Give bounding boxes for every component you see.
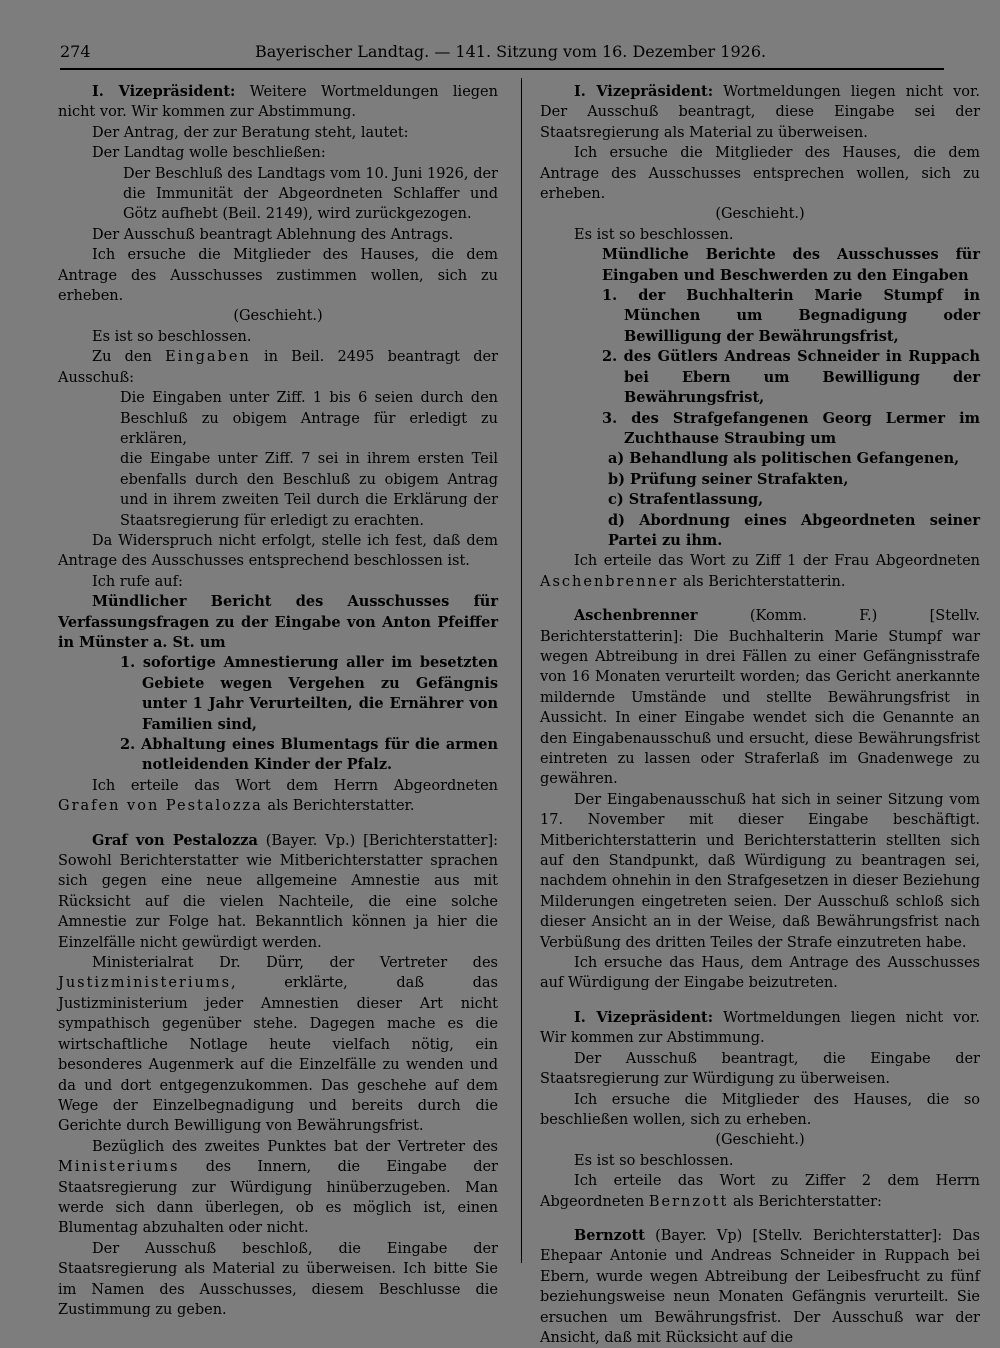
paragraph: I. Vizepräsident: Wortmeldungen liegen nicht vor. Wir kommen zur Abstimmung.: [540, 1008, 980, 1047]
paragraph: Ich ersuche die Mitglieder des Hauses, die dem Antrage des Ausschusses zustimmen wollen, sich zu erheben.: [58, 247, 498, 305]
speaker-name: Aschenbrenner: [574, 607, 698, 625]
right-column: [540, 82, 980, 1348]
agenda-subitem: b) Prüfung seiner Strafakten,: [608, 470, 849, 488]
speech-paragraph: Bernzott (Bayer. Vp) [Stellv. Berichterstatter]: Das Ehepaar Antonie und Andreas Schneider in Ruppach bei Ebern, wurde wegen Abtreibung der Leibesfrucht zu fünf beziehungsweise neun Monaten Gefängnis verurteilt. Sie ersuchen um Bewährungsfrist. Der Ausschuß war der Ansicht, daß mit Rücksicht auf die: [540, 1226, 980, 1346]
motion-text: Der Beschluß des Landtags vom 10. Juni 1926, der die Immunität der Abgeordneten Schlaffer und Götz aufhebt (Beil. 2149), wird zurückgezogen.: [123, 165, 498, 223]
agenda-subitem: d) Abordnung eines Abgeordneten seiner Partei zu ihm.: [608, 511, 980, 549]
agenda-subitem: a) Behandlung als politischen Gefangenen,: [608, 450, 960, 468]
speech-paragraph: Graf von Pestalozza (Bayer. Vp.) [Berichterstatter]: Sowohl Berichterstatter wie Mitberichterstatter sprachen sich gegen eine neue allgemeine Amnestie aus mit Rücksicht auf die vielen Nachteile, die eine solche Amnestie zur Folge hat. Bekanntlich können ja hier die Einzelfälle nicht gewürdigt werden.: [58, 831, 498, 951]
agenda-subitem: c) Strafentlassung,: [608, 491, 764, 509]
motion-text: Die Eingaben unter Ziff. 1 bis 6 seien durch den Beschluß zu obigem Antrage für erledigt zu erklären,: [120, 390, 498, 447]
procedural-note: (Geschieht.): [233, 308, 323, 325]
paragraph: Der Ausschuß beantragt Ablehnung des Antrags.: [92, 226, 454, 243]
paragraph: Bezüglich des zweites Punktes bat der Vertreter des Ministeriums des Innern, die Eingabe der Staatsregierung zur Würdigung hinüberzugeben. Man werde sich dann überlegen, ob es möglich ist, einen Blumentag abzuhalten oder nicht.: [58, 1138, 498, 1237]
header-rule: [60, 68, 944, 70]
paragraph: Da Widerspruch nicht erfolgt, stelle ich fest, daß dem Antrage des Ausschusses entsprechend beschlossen ist.: [58, 532, 498, 570]
speaker-name: Graf von Pestalozza: [92, 831, 258, 849]
paragraph: Der Eingabenausschuß hat sich in seiner Sitzung vom 17. November mit dieser Eingabe beschäftigt. Mitberichterstatterin und Berichterstatterin stellten sich auf den Standpunkt, daß Würdigung zu beantragen sei, nachdem ohnehin in den Strafgesetzen in dieser Beziehung Milderungen eingetreten seien. Der Ausschuß schloß sich dieser Ansicht an in der Weise, daß Bewährungsfrist nach Verbüßung des dritten Teiles der Strafe einzutreten habe.: [540, 791, 980, 951]
motion-text: die Eingabe unter Ziff. 7 sei in ihrem ersten Teil ebenfalls durch den Beschluß zu obigem Antrag und in ihrem zweiten Teil durch die Erklärung der Staatsregierung für erledigt zu erachten.: [120, 451, 498, 529]
paragraph: Ich ersuche die Mitglieder des Hauses, die so beschließen wollen, sich zu erheben.: [540, 1091, 980, 1128]
paragraph: Ich erteile das Wort zu Ziffer 2 dem Herrn Abgeordneten Bernzott als Berichterstatter:: [540, 1173, 980, 1210]
paragraph: Der Ausschuß beschloß, die Eingabe der Staatsregierung als Material zu überweisen. Ich bitte Sie im Namen des Ausschusses, diesem Beschlusse die Zustimmung zu geben.: [58, 1240, 498, 1318]
paragraph: Es ist so beschlossen.: [574, 226, 734, 243]
agenda-heading: Mündliche Berichte des Ausschusses für Eingaben und Beschwerden zu den Eingaben: [602, 246, 980, 284]
left-column: [58, 82, 498, 1320]
paragraph: I. Vizepräsident: Wortmeldungen liegen nicht vor. Der Ausschuß beantragt, diese Eingabe sei der Staatsregierung als Material zu überweisen.: [540, 83, 980, 141]
paragraph: Zu den Eingaben in Beil. 2495 beantragt der Ausschuß:: [58, 349, 498, 386]
paragraph: Es ist so beschlossen.: [92, 328, 252, 345]
speaker-name: I. Vizepräsident:: [574, 1008, 714, 1026]
speaker-name: I. Vizepräsident:: [574, 83, 714, 100]
speaker-name: I. Vizepräsident:: [92, 83, 236, 100]
paragraph: Der Ausschuß beantragt, die Eingabe der Staatsregierung zur Würdigung zu überweisen.: [540, 1050, 980, 1088]
paragraph: Ich erteile das Wort dem Herrn Abgeordneten Grafen von Pestalozza als Berichterstatter.: [58, 777, 498, 815]
page-number: 274: [60, 42, 91, 61]
paragraph: Ich ersuche das Haus, dem Antrage des Ausschusses auf Würdigung der Eingabe beizutreten.: [540, 955, 980, 992]
speech-paragraph: Aschenbrenner (Komm. F.) [Stellv. Berichterstatterin]: Die Buchhalterin Marie Stumpf war wegen Abtreibung in drei Fällen zu einer Gefängnisstrafe von 16 Monaten verurteilt worden; das Gericht anerkannte mildernde Umstände und stellte Bewährungsfrist in Aussicht. In einer Eingabe wendet sich die Genannte an den Eingabenausschuß und ersucht, diese Bewährungsfrist eintreten zu lassen oder Straferlaß im Gnadenwege zu gewähren.: [540, 607, 980, 788]
agenda-item: 2. Abhaltung eines Blumentags für die armen notleidenden Kinder der Pfalz.: [120, 736, 498, 774]
column-divider: [521, 78, 522, 1263]
procedural-note: (Geschieht.): [715, 206, 805, 223]
paragraph: Ich erteile das Wort zu Ziff 1 der Frau Abgeordneten Aschenbrenner als Berichterstatterin.: [540, 553, 980, 590]
speaker-name: Bernzott: [574, 1226, 645, 1244]
agenda-item: 1. sofortige Amnestierung aller im besetzten Gebiete wegen Vergehen zu Gefängnis unter 1 Jahr Verurteilten, die Ernährer von Familien sind,: [120, 654, 498, 733]
agenda-item: 1. der Buchhalterin Marie Stumpf in München um Begnadigung oder Bewilligung der Bewährungsfrist,: [602, 287, 980, 345]
paragraph: Der Landtag wolle beschließen:: [92, 145, 326, 162]
paragraph: Ich rufe auf:: [92, 573, 183, 590]
paragraph: Ich ersuche die Mitglieder des Hauses, die dem Antrage des Ausschusses entsprechen wollen, sich zu erheben.: [540, 145, 980, 203]
procedural-note: (Geschieht.): [715, 1132, 805, 1149]
paragraph: I. Vizepräsident: Weitere Wortmeldungen liegen nicht vor. Wir kommen zur Abstimmung.: [58, 83, 498, 121]
agenda-heading: Mündlicher Bericht des Ausschusses für Verfassungsfragen zu der Eingabe von Anton Pfeiffer in Münster a. St. um: [58, 593, 498, 651]
agenda-item: 3. des Strafgefangenen Georg Lermer im Zuchthause Straubing um: [602, 409, 980, 447]
running-title: Bayerischer Landtag. — 141. Sitzung vom 16. Dezember 1926.: [255, 42, 767, 61]
paragraph: Es ist so beschlossen.: [574, 1152, 734, 1169]
agenda-item: 2. des Gütlers Andreas Schneider in Ruppach bei Ebern um Bewilligung der Bewährungsfrist,: [602, 348, 980, 407]
paragraph: Ministerialrat Dr. Dürr, der Vertreter des Justizministeriums, erklärte, daß das Justizministerium jeder Amnestien dieser Art nicht sympathisch gegenüber stehe. Dagegen mache es die wirtschaftliche Notlage heute vielfach nötig, ein besonderes Augenmerk auf die Einzelfälle zu wenden und da und dort entgegenzukommen. Das geschehe auf dem Wege der Einzelbegnadigung und bereits durch die Gerichte durch Bewilligung von Bewährungsfrist.: [58, 955, 498, 1135]
paragraph: Der Antrag, der zur Beratung steht, lautet:: [92, 124, 409, 141]
